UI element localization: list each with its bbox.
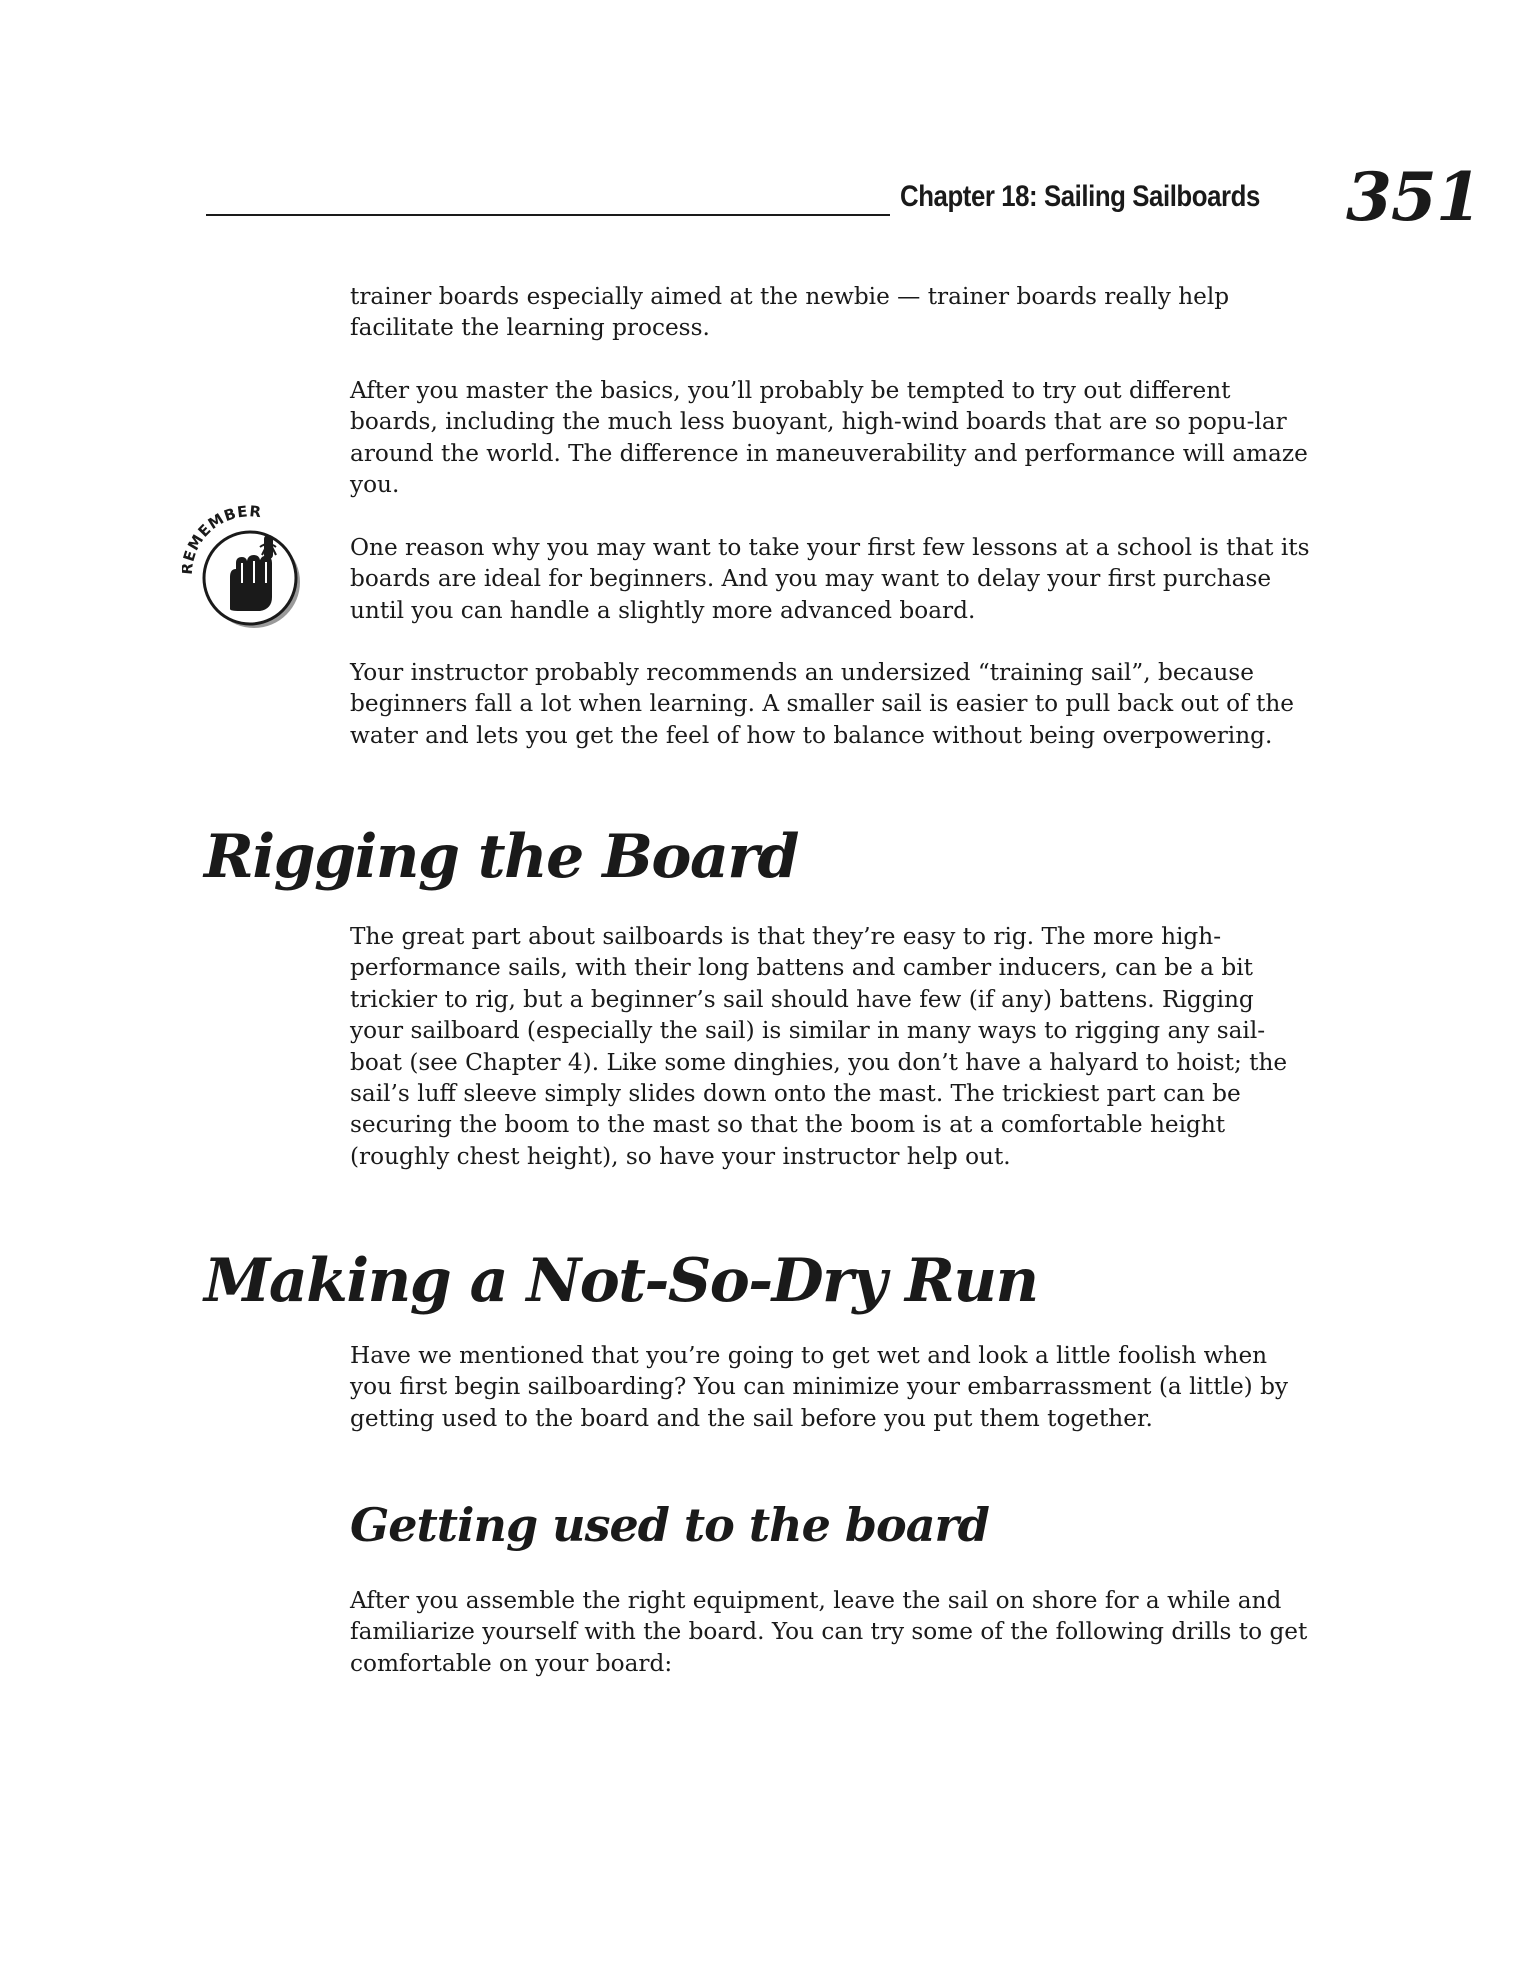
heading-getting-used-to-board: Getting used to the board bbox=[350, 1498, 989, 1552]
paragraph-master-basics: After you master the basics, you’ll probably be tempted to try out different boards, including the much less buoyant, high-wind boards that are so popu-lar around the world. The difference in maneuverability and performance will amaze you. bbox=[350, 377, 1308, 499]
page-number: 351 bbox=[1346, 158, 1481, 236]
running-head bbox=[206, 158, 1481, 238]
paragraph-intro: trainer boards especially aimed at the newbie — trainer boards really help facilitate the learning process. bbox=[350, 283, 1230, 342]
paragraph-rigging: The great part about sailboards is that they’re easy to rig. The more high-performance sails, with their long battens and camber inducers, can be a bit trickier to rig, but a beginner’s sail should have few (if any) battens. Rigging your sailboard (especially the sail) is similar in many ways to rigging any sail-boat (see Chapter 4). Like some dinghies, you don’t have a halyard to hoist; the sail’s luff sleeve simply slides down onto the mast. The trickiest part can be securing the boom to the mast so that the boom is at a comfortable height (roughly chest height), so have your instructor help out. bbox=[350, 923, 1288, 1170]
heading-not-so-dry-run: Making a Not-So-Dry Run bbox=[204, 1246, 1038, 1316]
header-rule bbox=[206, 214, 890, 216]
remember-icon bbox=[182, 505, 314, 637]
heading-rigging-the-board: Rigging the Board bbox=[204, 822, 798, 892]
remember-label: MEMBER bbox=[184, 505, 263, 554]
paragraph-training-sail: Your instructor probably recommends an undersized “training sail”, because beginners fall a lot when learning. A smaller sail is easier to pull back out of the water and lets you get the feel of how to balance without being overpowering. bbox=[350, 659, 1295, 749]
remember-hand-icon bbox=[182, 505, 314, 637]
paragraph-school-boards: One reason why you may want to take your first few lessons at a school is that its boards are ideal for beginners. And you may want to delay your first purchase until you can handle a slightly more advanced board. bbox=[350, 534, 1310, 624]
paragraph-dry-run: Have we mentioned that you’re going to get wet and look a little foolish when you first begin sailboarding? You can minimize your embarrassment (a little) by getting used to the board and the sail before you put them together. bbox=[350, 1342, 1289, 1432]
chapter-title: Chapter 18: Sailing Sailboards bbox=[900, 180, 1260, 213]
paragraph-getting-used: After you assemble the right equipment, leave the sail on shore for a while and familiarize yourself with the board. You can try some of the following drills to get comfortable on your board: bbox=[350, 1587, 1308, 1677]
